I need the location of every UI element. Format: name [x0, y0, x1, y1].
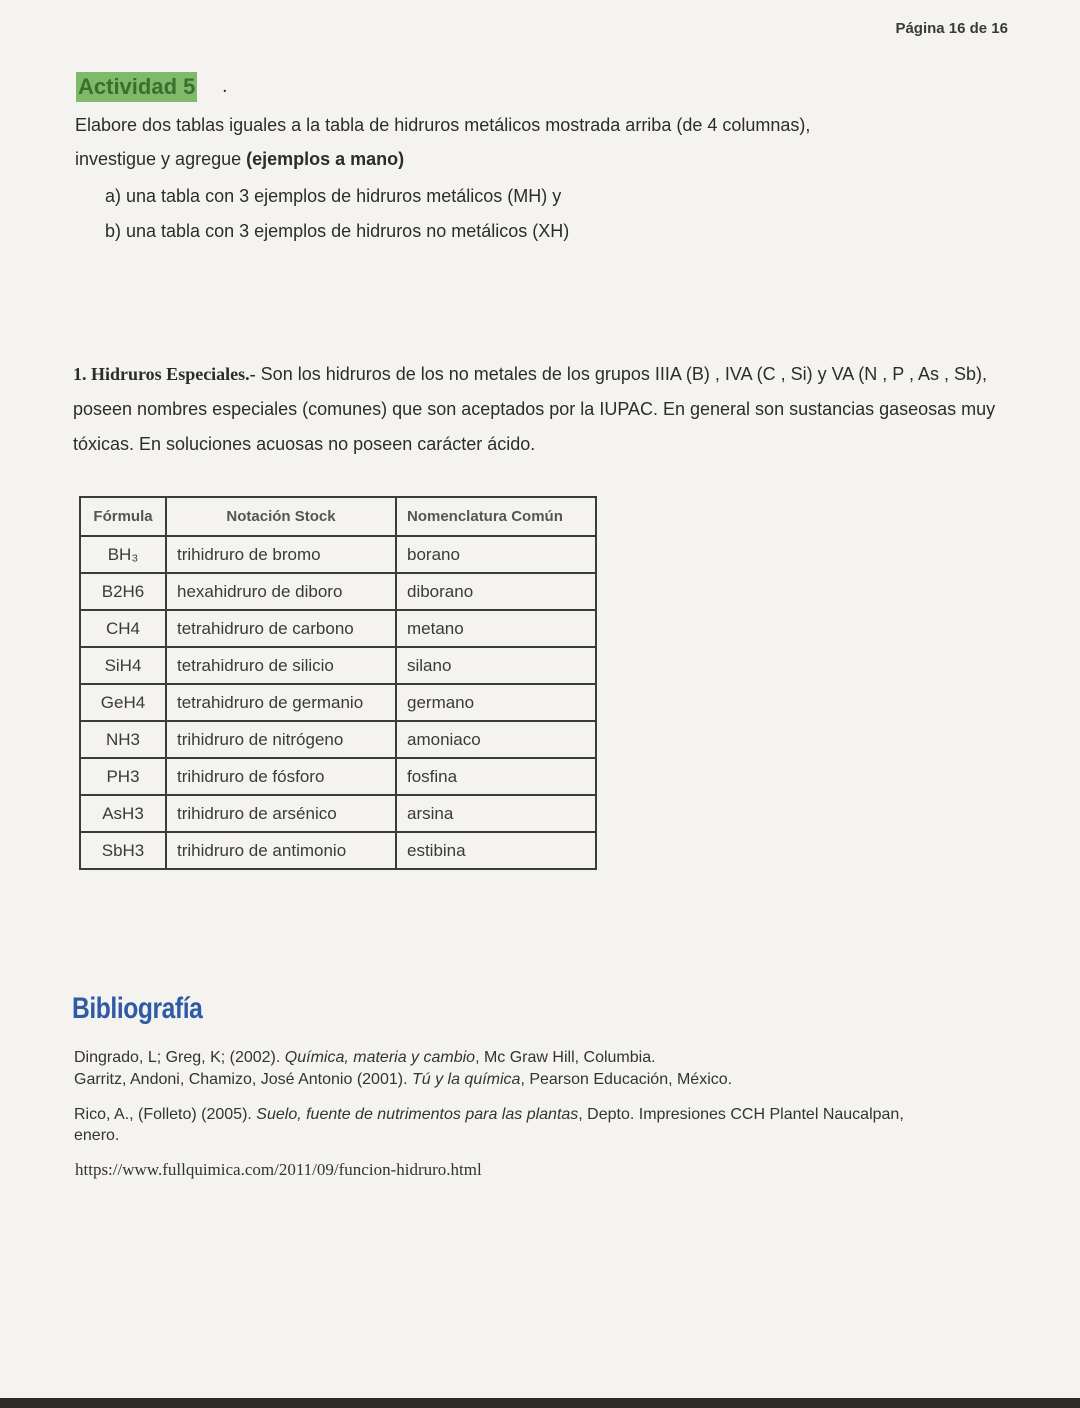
table-row	[80, 536, 596, 573]
reference-url-link[interactable]: https://www.fullquimica.com/2011/09/funcion-hidruro.html	[75, 1160, 482, 1179]
activity-instruction-line1: Elabore dos tablas iguales a la tabla de hidruros metálicos mostrada arriba (de 4 columnas),	[75, 115, 811, 135]
cell-stock: hexahidruro de diboro	[166, 573, 396, 610]
cell-stock: trihidruro de fósforo	[166, 758, 396, 795]
activity-title-dot: .	[222, 75, 228, 97]
table-header-row	[80, 497, 596, 536]
ref-title: Suelo, fuente de nutrimentos para las plantas	[256, 1106, 579, 1123]
ref-text: Dingrado, L; Greg, K; (2002).	[74, 1049, 285, 1066]
table-row	[80, 573, 596, 610]
reference-3	[74, 1104, 934, 1146]
cell-common: germano	[396, 684, 596, 721]
ref-title: Química, materia y cambio	[284, 1049, 476, 1066]
table-row	[80, 721, 596, 758]
cell-stock: tetrahidruro de silicio	[166, 647, 396, 684]
reference-2	[74, 1069, 974, 1090]
cell-common: diborano	[396, 573, 596, 610]
cell-formula: SbH3	[80, 832, 166, 869]
ref-text: Rico, A., (Folleto) (2005).	[74, 1106, 257, 1123]
ref-publisher: , Depto. Impresiones CCH Plantel Naucalpan, enero.	[74, 1106, 904, 1144]
cell-stock: tetrahidruro de carbono	[166, 610, 396, 647]
cell-stock: tetrahidruro de germanio	[166, 684, 396, 721]
header-stock: Notación Stock	[166, 497, 396, 536]
cell-formula: GeH4	[80, 684, 166, 721]
header-common: Nomenclatura Común	[396, 497, 596, 536]
section-body: Son los hidruros de los no metales de los grupos IIIA (B) , IVA (C , Si) y VA (N , P , As , Sb), poseen nombres especiales (comunes) que son aceptados por la IUPAC. En general son sustancias gaseosas muy tóxicas. En soluciones acuosas no poseen carácter ácido.	[73, 364, 996, 454]
ref-title: Tú y la química	[411, 1071, 521, 1088]
cell-common: borano	[396, 536, 596, 573]
table-row	[80, 832, 596, 869]
bibliography-title: Bibliografía	[72, 992, 203, 1025]
cell-formula: AsH3	[80, 795, 166, 832]
cell-stock: trihidruro de arsénico	[166, 795, 396, 832]
activity-instruction-line2	[75, 142, 1015, 177]
cell-common: amoniaco	[396, 721, 596, 758]
cell-formula: B2H6	[80, 573, 166, 610]
special-hydrides-paragraph	[73, 357, 1013, 462]
cell-common: fosfina	[396, 758, 596, 795]
cell-common: estibina	[396, 832, 596, 869]
cell-common: metano	[396, 610, 596, 647]
cell-common: silano	[396, 647, 596, 684]
list-item-a: a) una tabla con 3 ejemplos de hidruros metálicos (MH) y	[105, 186, 562, 206]
table-row	[80, 795, 596, 832]
page-number: Página 16 de 16	[895, 20, 1008, 37]
table-row	[80, 684, 596, 721]
ref-publisher: , Pearson Educación, México.	[520, 1071, 733, 1088]
reference-1	[74, 1047, 974, 1068]
cell-formula: SiH4	[80, 647, 166, 684]
cell-formula: CH4	[80, 610, 166, 647]
hydrides-table	[79, 496, 597, 870]
ref-publisher: , Mc Graw Hill, Columbia.	[475, 1049, 656, 1066]
instruction-text: investigue y agregue	[75, 149, 247, 169]
header-formula: Fórmula	[80, 497, 166, 536]
cell-formula: PH3	[80, 758, 166, 795]
list-item-b: b) una tabla con 3 ejemplos de hidruros no metálicos (XH)	[105, 221, 570, 241]
table-row	[80, 610, 596, 647]
ref-text: Garritz, Andoni, Chamizo, José Antonio (2001).	[74, 1071, 412, 1088]
activity-list	[105, 179, 569, 249]
cell-formula: BH₃	[80, 536, 166, 573]
table-row	[80, 647, 596, 684]
cell-stock: trihidruro de bromo	[166, 536, 396, 573]
instruction-bold-text: (ejemplos a mano)	[246, 149, 405, 169]
table-row	[80, 758, 596, 795]
activity-title: Actividad 5	[76, 72, 197, 102]
cell-stock: trihidruro de antimonio	[166, 832, 396, 869]
page-bottom-edge	[0, 1398, 1080, 1408]
section-lead: 1. Hidruros Especiales.-	[73, 364, 256, 384]
cell-stock: trihidruro de nitrógeno	[166, 721, 396, 758]
cell-common: arsina	[396, 795, 596, 832]
cell-formula: NH3	[80, 721, 166, 758]
